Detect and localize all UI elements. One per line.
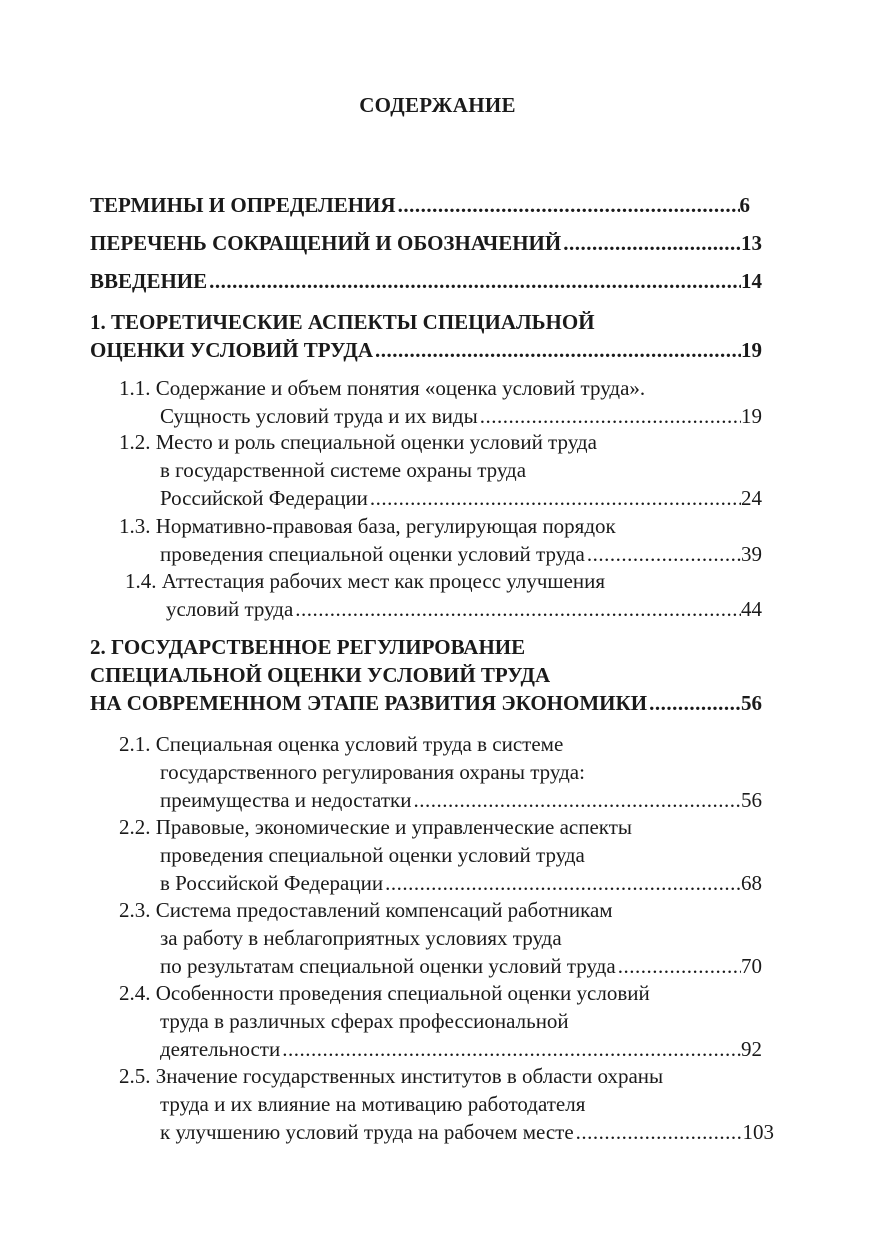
page-number: 6 — [739, 193, 750, 217]
page-number: 44 — [741, 597, 762, 621]
dot-leader — [411, 786, 741, 814]
toc-entry-terms[interactable] — [90, 191, 750, 219]
toc-chapter-1[interactable] — [90, 336, 762, 364]
dot-leader — [383, 869, 741, 897]
toc-entry-text: ПЕРЕЧЕНЬ СОКРАЩЕНИЙ И ОБОЗНАЧЕНИЙ — [90, 231, 562, 255]
toc-entry-text: к улучшению условий труда на рабочем месте — [160, 1120, 574, 1144]
toc-entry-text: ВВЕДЕНИЕ — [90, 269, 208, 293]
toc-entry-text: проведения специальной оценки условий труда — [160, 542, 585, 566]
toc-chapter-2[interactable] — [90, 689, 762, 717]
toc-section-2-1[interactable] — [160, 786, 762, 814]
toc-entry-text: ОЦЕНКИ УСЛОВИЙ ТРУДА — [90, 338, 373, 362]
toc-section-2-1-line2[interactable]: государственного регулирования охраны труда: — [160, 760, 585, 784]
toc-section-1-3-line1[interactable]: 1.3. Нормативно-правовая база, регулирующая порядок — [119, 514, 616, 538]
toc-chapter-2-line2[interactable]: СПЕЦИАЛЬНОЙ ОЦЕНКИ УСЛОВИЙ ТРУДА — [90, 663, 551, 687]
toc-section-2-5-line1[interactable]: 2.5. Значение государственных институтов в области охраны — [119, 1064, 664, 1088]
toc-entry-text: Российской Федерации — [160, 486, 368, 510]
toc-section-2-3-line2[interactable]: за работу в неблагоприятных условиях труда — [160, 926, 562, 950]
page-number: 92 — [741, 1037, 762, 1061]
toc-entry-text: условий труда — [166, 597, 294, 621]
toc-section-2-2-line2[interactable]: проведения специальной оценки условий труда — [160, 843, 585, 867]
toc-section-2-5-line2[interactable]: труда и их влияние на мотивацию работодателя — [160, 1092, 586, 1116]
page-number: 19 — [741, 338, 762, 362]
toc-section-2-3-line1[interactable]: 2.3. Система предоставлений компенсаций работникам — [119, 898, 613, 922]
page-number: 14 — [741, 269, 762, 293]
page-number: 24 — [741, 486, 762, 510]
page-number: 56 — [741, 691, 762, 715]
dot-leader — [616, 952, 741, 980]
toc-section-2-4[interactable] — [160, 1035, 762, 1063]
dot-leader — [585, 540, 741, 568]
toc-section-2-4-line2[interactable]: труда в различных сферах профессиональной — [160, 1009, 569, 1033]
toc-section-1-4[interactable] — [166, 595, 762, 623]
page-number: 56 — [741, 788, 762, 812]
toc-section-1-1[interactable] — [160, 402, 762, 430]
toc-section-1-2-line1[interactable]: 1.2. Место и роль специальной оценки условий труда — [119, 430, 597, 454]
toc-entry-text: ТЕРМИНЫ И ОПРЕДЕЛЕНИЯ — [90, 193, 396, 217]
dot-leader — [647, 689, 741, 717]
dot-leader — [373, 336, 741, 364]
dot-leader — [478, 402, 741, 430]
toc-entry-text: деятельности — [160, 1037, 281, 1061]
dot-leader — [368, 484, 741, 512]
page-number: 39 — [741, 542, 762, 566]
toc-section-1-2-line2[interactable]: в государственной системе охраны труда — [160, 458, 527, 482]
page-number: 13 — [741, 231, 762, 255]
toc-section-1-3[interactable] — [160, 540, 762, 568]
toc-entry-text: по результатам специальной оценки условий труда — [160, 954, 616, 978]
toc-entry-abbreviations[interactable] — [90, 229, 762, 257]
toc-section-2-3[interactable] — [160, 952, 762, 980]
toc-entry-text: преимущества и недостатки — [160, 788, 412, 812]
toc-section-1-2[interactable] — [160, 484, 762, 512]
dot-leader — [561, 229, 741, 257]
toc-chapter-2-line1[interactable]: 2. ГОСУДАРСТВЕННОЕ РЕГУЛИРОВАНИЕ — [90, 635, 526, 659]
toc-entry-text: Сущность условий труда и их виды — [160, 404, 478, 428]
dot-leader — [280, 1035, 741, 1063]
toc-entry-text: НА СОВРЕМЕННОМ ЭТАПЕ РАЗВИТИЯ ЭКОНОМИКИ — [90, 691, 648, 715]
toc-entry-introduction[interactable] — [90, 267, 762, 295]
toc-section-2-4-line1[interactable]: 2.4. Особенности проведения специальной оценки условий — [119, 981, 650, 1005]
page-number: 103 — [742, 1120, 774, 1144]
page-number: 70 — [741, 954, 762, 978]
toc-section-1-4-line1[interactable]: 1.4. Аттестация рабочих мест как процесс улучшения — [125, 569, 606, 593]
page-title: СОДЕРЖАНИЕ — [359, 93, 516, 117]
toc-section-2-2-line1[interactable]: 2.2. Правовые, экономические и управленческие аспекты — [119, 815, 632, 839]
page-number: 19 — [741, 404, 762, 428]
toc-chapter-1-line1[interactable]: 1. ТЕОРЕТИЧЕСКИЕ АСПЕКТЫ СПЕЦИАЛЬНОЙ — [90, 310, 595, 334]
dot-leader — [396, 191, 740, 219]
toc-section-2-5[interactable] — [160, 1118, 774, 1146]
page-number: 68 — [741, 871, 762, 895]
toc-section-2-2[interactable] — [160, 869, 762, 897]
toc-entry-text: в Российской Федерации — [160, 871, 384, 895]
dot-leader — [207, 267, 741, 295]
dot-leader — [574, 1118, 743, 1146]
toc-section-2-1-line1[interactable]: 2.1. Специальная оценка условий труда в системе — [119, 732, 564, 756]
toc-section-1-1-line1[interactable]: 1.1. Содержание и объем понятия «оценка условий труда». — [119, 376, 646, 400]
dot-leader — [293, 595, 741, 623]
